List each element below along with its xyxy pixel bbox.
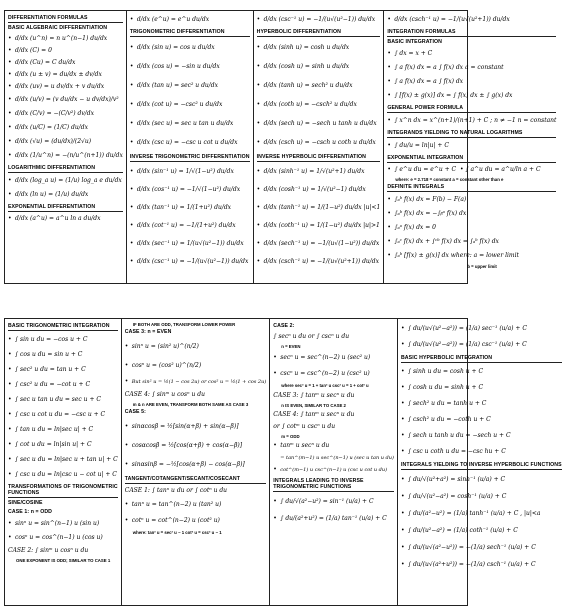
formula: • d/dx (sec u) = sec u tan u du/dx — [129, 119, 234, 127]
section-header: CASE 2: — [273, 323, 295, 329]
formula: • sinαcosβ = ½[sin(α+β) + sin(α−β)] — [124, 422, 239, 430]
formula: • d/dx (sin⁻¹ u) = 1/√(1−u²) du/dx — [129, 168, 234, 175]
section-header: BASIC HYPERBOLIC INTEGRATION — [401, 355, 562, 363]
formula: • ∫ du/√(u²−a²) = cosh⁻¹ (u/a) + C — [400, 492, 507, 500]
section-header: INVERSE TRIGONOMETRIC DIFFERENTIATION — [129, 154, 250, 160]
section-header: BASIC ALGEBRAIC DIFFERENTIATION — [8, 25, 108, 31]
formula: • cot^(m−1) u csc^(n−1) u (csc u cot u du) — [273, 466, 388, 473]
top-column-4 — [384, 11, 559, 283]
formula: • ∫ csc u cot u du = −csc u + C — [8, 410, 106, 418]
formula: • ∫ₐᵇ f(x) dx = F(b) − F(a) — [387, 196, 467, 203]
formula: • ∫ sec² u du = tan u + C — [8, 365, 86, 373]
formula: • ∫ csc² u du = −cot u + C — [8, 380, 91, 388]
note: IF BOTH ARE ODD, TRANSFORM LOWER POWER — [132, 322, 236, 327]
formula: • d/dx (C/v) = −(C/v²) dv/dx — [8, 110, 95, 117]
formula: • d/dx (1/u^n) = −(n/u^(n+1)) du/dx — [8, 152, 123, 159]
formula: • ∫ₐᵇ [f(x) ± g(x)] dx where: a = lower limit — [387, 252, 519, 259]
formula: • d/dx (coth u) = −csch² u du/dx — [256, 100, 357, 108]
note: where: tan² u = sec² u − 1 cot² u = csc² u − 1 — [132, 530, 222, 535]
formula: • ∫ du/(a²+u²) = (1/a) tan⁻¹ (u/a) + C — [273, 514, 387, 522]
formula: • ∫ csch² u du = −coth u + C — [400, 416, 491, 423]
formula: • d/dx (csch u) = −csch u coth u du/dx — [256, 138, 376, 146]
formula: • d/dx (csc⁻¹ u) = −1/(u√(u²−1)) du/dx — [256, 16, 376, 23]
section-header: LOGARITHMIC DIFFERENTIATION — [8, 165, 123, 173]
formula: • d/dx (sinh⁻¹ u) = 1/√(u²+1) du/dx — [256, 168, 365, 175]
note: n = EVEN — [281, 344, 301, 349]
formula: • cscⁿ u = csc^(n−2) u (csc² u) — [273, 370, 370, 377]
section-header: EXPONENTIAL INTEGRATION — [387, 155, 556, 163]
note: n IS EVEN, SIMILAR TO CASE 2 — [281, 403, 346, 408]
section-header: SINE/COSINE — [8, 500, 43, 506]
differentiation-sheet — [4, 10, 557, 284]
section-header: CASE 1: n = ODD — [8, 509, 53, 515]
section-header: TANGENT/COTANGENT/SECANT/COSECANT — [125, 476, 267, 484]
section-header: CASE 3: n = EVEN — [124, 329, 172, 335]
formula: • ∫ du/(u√(u²−a²)) = (1/a) csc⁻¹ (u/a) + C — [400, 341, 527, 348]
integration-sheet — [4, 318, 562, 606]
formula: • d/dx (sinh u) = cosh u du/dx — [256, 43, 350, 51]
formula: • ∫ₐᵃ f(x) dx = 0 — [387, 224, 436, 231]
formula: • ∫ sec u tan u du = sec u + C — [8, 395, 101, 403]
formula: • ∫ x^n dx = x^(n+1)/(n+1) + C ; n ≠ −1 n = constant — [387, 117, 557, 124]
formula: • d/dx (csch⁻¹ u) = −1/(u√(u²+1)) du/dx — [256, 258, 380, 265]
formula: • ∫ e^u du = e^u + C • ∫ a^u du = a^u/ln a + C — [387, 166, 541, 173]
formula: • sinⁿ u = (sin² u)^(n/2) — [124, 342, 199, 350]
note: where: e = 2.718 = constant a = constant other than e — [395, 177, 504, 182]
formula: • ∫ [f(x) ± g(x)] dx = ∫ f(x) dx ± ∫ g(x) dx — [387, 92, 513, 99]
section-header: EXPONENTIAL DIFFERENTIATION — [8, 204, 123, 212]
formula: • ∫ a f(x) dx = a ∫ f(x) dx a = constant — [387, 64, 504, 71]
formula: • ∫ₐᵇ f(x) dx = −∫ᵦᵃ f(x) dx — [387, 210, 467, 217]
formula: CASE 3: ∫ tanᵐ u secⁿ u du — [273, 391, 355, 399]
formula: • d/dx (tan⁻¹ u) = 1/(1+u²) du/dx — [129, 204, 232, 211]
formula: • sinαsinβ = −½[cos(α+β) − cos(α−β)] — [124, 460, 245, 468]
formula: • sinⁿ u = sin^(n−1) u (sin u) — [8, 520, 100, 527]
formula: • d/dx (Cu) = C du/dx — [8, 59, 76, 66]
formula: • ∫ a f(x) dx = a ∫ f(x) dx — [387, 78, 464, 85]
formula: • ∫ cot u du = ln|sin u| + C — [8, 440, 92, 448]
top-column-1 — [5, 11, 127, 283]
section-header: INTEGRALS YIELDING TO INVERSE HYPERBOLIC FUNCTIONS — [400, 462, 562, 468]
formula: • ∫ tan u du = ln|sec u| + C — [8, 425, 94, 433]
bottom-column-4 — [398, 319, 565, 605]
formula: • d/dx (tan u) = sec² u du/dx — [129, 81, 219, 89]
section-header: DEFINITE INTEGRALS — [387, 184, 556, 192]
formula: • d/dx (sech⁻¹ u) = −1/(u√(1−u²)) du/dx — [256, 240, 380, 247]
top-column-3 — [254, 11, 385, 283]
formula: • cosⁿ u = cos^(n−1) u (cos u) — [8, 534, 103, 541]
formula: • d/dx (u^n) = n u^(n−1) du/dx — [8, 35, 108, 42]
section-header: DIFFERENTIATION FORMULAS — [8, 15, 123, 23]
section-header: HYPERBOLIC DIFFERENTIATION — [257, 29, 381, 37]
formula: • cotⁿ u = cot^(n−2) u (cot² u) — [124, 517, 220, 524]
section-header: TRANSFORMATIONS OF TRIGONOMETRIC FUNCTIONS — [8, 484, 118, 496]
formula: • d/dx (u/v) = (v du/dx − u dv/dx)/v² — [8, 96, 119, 103]
formula: • ∫ sech u tanh u du = −sech u + C — [400, 432, 511, 439]
formula: • d/dx (cos⁻¹ u) = −1/√(1−u²) du/dx — [129, 186, 241, 193]
formula: • d/dx (csch⁻¹ u) = −1/(u√(u²+1)) du/dx — [387, 16, 510, 23]
formula: • ∫ₐᶜ f(x) dx + ∫ᶜᵇ f(x) dx = ∫ₐᵇ f(x) dx — [387, 238, 499, 245]
formula: • d/dx (tanh⁻¹ u) = 1/(1−u²) du/dx |u|<1 — [256, 204, 381, 211]
formula: • d/dx (sin u) = cos u du/dx — [129, 43, 215, 51]
formula: • cosⁿ u = (cos² u)^(n/2) — [124, 361, 202, 369]
formula: • ∫ cos u du = sin u + C — [8, 350, 83, 358]
section-header: INTEGRALS LEADING TO INVERSE TRIGONOMETRIC FUNCTIONS — [273, 478, 394, 492]
formula: • ∫ du/(u²−a²) = (1/a) coth⁻¹ (u/a) + C — [400, 526, 518, 534]
formula: • d/dx (cosh u) = sinh u du/dx — [256, 62, 350, 70]
formula: • d/dx (tanh u) = sech² u du/dx — [256, 81, 353, 89]
formula: ∫ secⁿ u du or ∫ cscⁿ u du — [273, 333, 350, 340]
formula: • d/dx (ln u) = (1/u) du/dx — [8, 191, 89, 198]
formula: • d/dx (a^u) = a^u ln a du/dx — [8, 215, 101, 222]
formula: • d/dx (cot⁻¹ u) = −1/(1+u²) du/dx — [129, 222, 236, 229]
bottom-column-3 — [270, 319, 398, 605]
formula: • ∫ du/(a²−u²) = (1/a) tanh⁻¹ (u/a) + C , |u|<a — [400, 509, 541, 517]
note: b = upper limit — [467, 264, 497, 269]
formula: • d/dx (u/C) = (1/C) du/dx — [8, 124, 88, 131]
formula: = tan^(m−1) u sec^(n−1) u (sec u tan u du) — [280, 454, 394, 461]
formula: • d/dx (coth⁻¹ u) = 1/(1−u²) du/dx |u|>1 — [256, 222, 380, 229]
note: ONE EXPONENT IS ODD; SIMILAR TO CASE 1 — [16, 558, 111, 563]
section-header: CASE 5: — [124, 409, 146, 415]
formula: • ∫ sin u du = −cos u + C — [8, 335, 88, 343]
formula: • ∫ du/(u√(a²−u²)) = −(1/a) sech⁻¹ (u/a) + C — [400, 543, 536, 551]
formula: • secⁿ u = sec^(n−2) u (sec² u) — [273, 354, 371, 361]
formula: • cosαcosβ = ½[cos(α+β) + cos(α−β)] — [124, 441, 243, 449]
formula: CASE 1: ∫ tanⁿ u du or ∫ cotⁿ u du — [124, 487, 228, 494]
formula: • ∫ du/√(u²+a²) = sinh⁻¹ (u/a) + C — [400, 475, 506, 483]
section-header: BASIC TRIGONOMETRIC INTEGRATION — [8, 323, 118, 331]
formula: • d/dx (e^u) = e^u du/dx — [129, 16, 210, 23]
formula: • d/dx (cos u) = −sin u du/dx — [129, 62, 220, 70]
bottom-column-1 — [5, 319, 122, 605]
formula: • d/dx (cot u) = −csc² u du/dx — [129, 100, 223, 108]
section-header: INTEGRATION FORMULAS — [387, 29, 556, 37]
formula: • d/dx (cosh⁻¹ u) = 1/√(u²−1) du/dx — [256, 186, 366, 193]
formula: • ∫ cosh u du = sinh u + C — [400, 384, 484, 391]
formula: CASE 4: ∫ tanᵐ u secⁿ u du — [273, 411, 355, 418]
formula: • d/dx (sech u) = −sech u tanh u du/dx — [256, 119, 377, 127]
formula: • ∫ du/(u√(a²+u²)) = −(1/a) csch⁻¹ (u/a) + C — [400, 560, 536, 568]
top-column-2 — [127, 11, 254, 283]
formula: or ∫ cotᵐ u cscⁿ u du — [273, 423, 336, 430]
formula: • ∫ sech² u du = tanh u + C — [400, 400, 487, 407]
formula: • tanⁿ u = tan^(n−2) u (tan² u) — [124, 501, 222, 508]
formula: CASE 2: ∫ sinᵐ u cosⁿ u du — [8, 547, 89, 554]
formula: • But sin² u = ½(1 − cos 2u) or cos² u = ½(1 + cos 2u) — [124, 378, 267, 385]
formula: • ∫ csc u coth u du = −csc hu + C — [400, 448, 506, 455]
formula: • ∫ du/(u√(u²−a²)) = (1/a) sec⁻¹ (u/a) + C — [400, 325, 527, 332]
note: where sec² u = 1 + tan² u csc² u = 1 + cot² u — [281, 383, 369, 388]
formula: • d/dx (log_a u) = (1/u) log_a e du/dx — [8, 177, 122, 184]
formula: • d/dx (csc⁻¹ u) = −1/(u√(u²−1)) du/dx — [129, 258, 249, 265]
formula: • ∫ sinh u du = cosh u + C — [400, 368, 484, 375]
note: m = ODD — [281, 434, 300, 439]
formula: • d/dx (u ± v) = du/dx ± dv/dx — [8, 71, 102, 78]
formula: • tanᵐ u secⁿ u du — [273, 442, 330, 449]
section-header: TRIGONOMETRIC DIFFERENTIATION — [130, 29, 250, 37]
section-header: GENERAL POWER FORMULA — [387, 105, 556, 113]
section-header: INVERSE HYPERBOLIC DIFFERENTIATION — [257, 154, 381, 162]
formula: • d/dx (uv) = u dv/dx + v du/dx — [8, 83, 105, 90]
formula: • ∫ du/√(a²−u²) = sin⁻¹ (u/a) + C — [273, 497, 374, 505]
section-header: BASIC INTEGRATION — [387, 39, 442, 45]
formula: • d/dx (C) = 0 — [8, 47, 52, 54]
formula: • d/dx (csc u) = −csc u cot u du/dx — [129, 138, 238, 146]
formula: • ∫ du/u = ln|u| + C — [387, 142, 449, 149]
section-header: INTEGRANDS YIELDING TO NATURAL LOGARITHMS — [387, 130, 556, 138]
note: m & n ARE EVEN, TRANSFORM BOTH SAME AS CASE 3 — [132, 402, 249, 407]
formula: • d/dx (√u) = (du/dx)/(2√u) — [8, 138, 92, 145]
bottom-column-2 — [122, 319, 271, 605]
formula: CASE 4: ∫ sinᵐ u cosⁿ u du — [124, 391, 205, 398]
formula: • ∫ dx = x + C — [387, 50, 433, 57]
formula: • d/dx (sec⁻¹ u) = 1/(u√(u²−1)) du/dx — [129, 240, 244, 247]
formula: • ∫ sec u du = ln|sec u + tan u| + C — [8, 455, 118, 463]
formula: • ∫ csc u du = ln|csc u − cot u| + C — [8, 470, 117, 478]
